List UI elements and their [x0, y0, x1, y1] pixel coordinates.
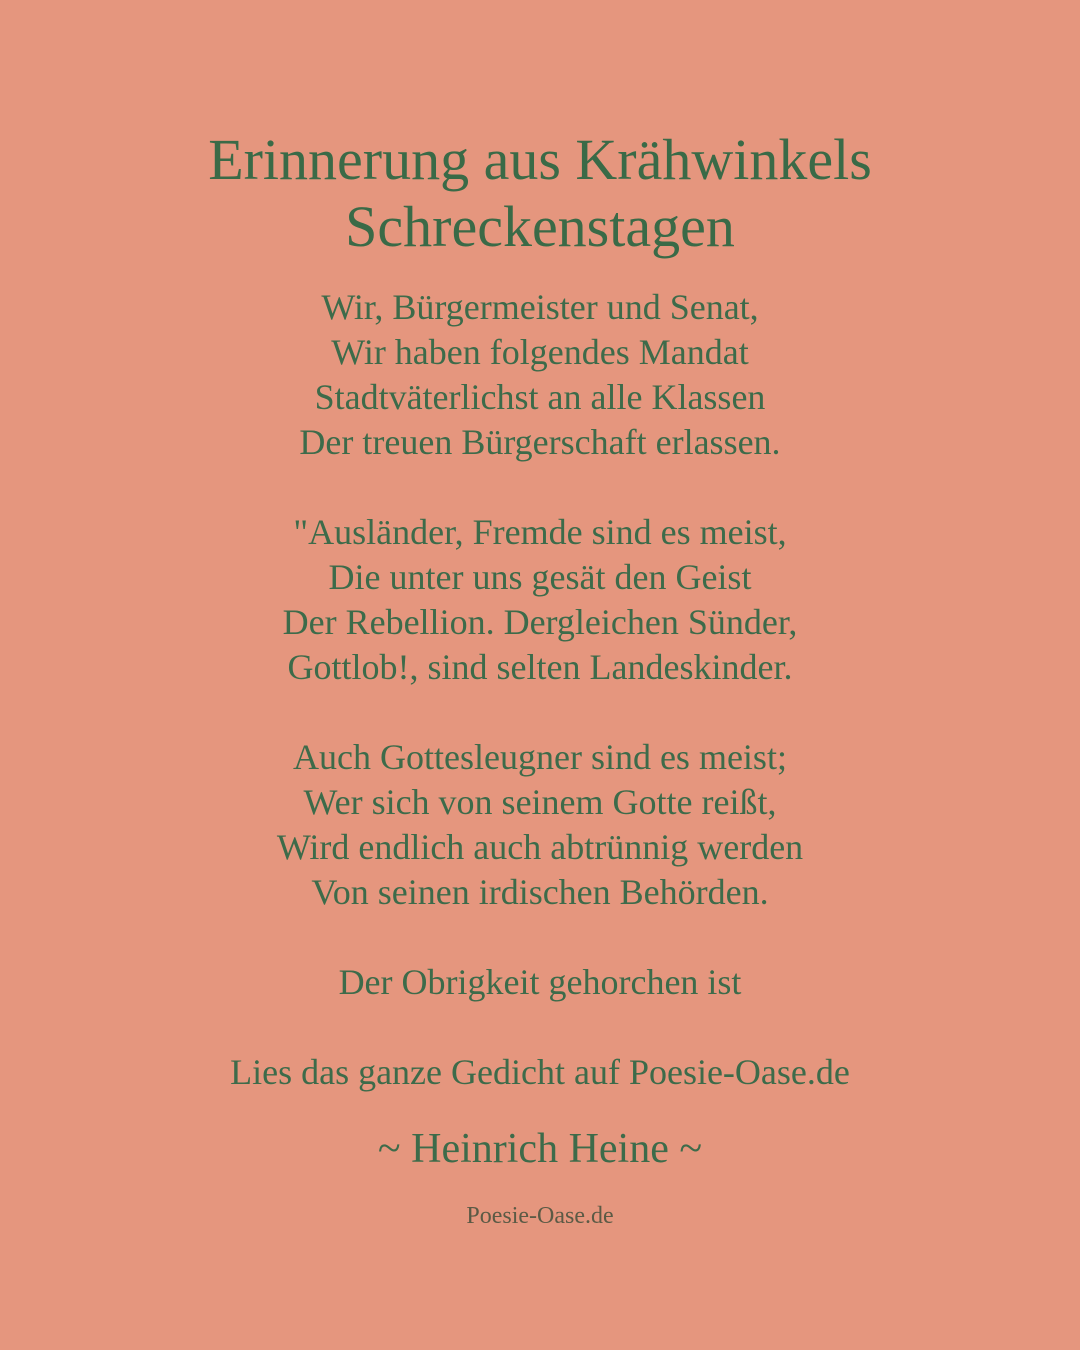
poem-line: Die unter uns gesät den Geist — [328, 557, 752, 597]
stanza-3 — [0, 735, 1080, 915]
stanza-1 — [0, 285, 1080, 465]
poem-line: Gottlob!, sind selten Landeskinder. — [287, 647, 793, 687]
poem-line: Von seinen irdischen Behörden. — [311, 872, 769, 912]
poem-title-line-1: Erinnerung aus Krähwinkels — [208, 127, 872, 192]
poem-line: Wir haben folgendes Mandat — [331, 332, 749, 372]
poem-line: "Ausländer, Fremde sind es meist, — [293, 512, 787, 552]
author-name: ~ Heinrich Heine ~ — [377, 1126, 703, 1172]
poem-line: Stadtväterlichst an alle Klassen — [314, 377, 766, 417]
poem-line: Der treuen Bürgerschaft erlassen. — [299, 422, 781, 462]
stanza-4 — [0, 960, 1080, 1005]
site-footer: Poesie-Oase.de — [466, 1203, 614, 1229]
poem-line: Wird endlich auch abtrünnig werden — [276, 827, 804, 867]
poem-line: Wir, Bürgermeister und Senat, — [321, 287, 759, 327]
poem-body — [0, 285, 1080, 1050]
poem-line: Der Rebellion. Dergleichen Sünder, — [282, 602, 798, 642]
poem-title — [0, 126, 1080, 260]
poem-line: Der Obrigkeit gehorchen ist — [338, 962, 742, 1002]
read-full-poem-text: Lies das ganze Gedicht auf Poesie-Oase.de — [230, 1052, 850, 1092]
poem-title-line-2: Schreckenstagen — [345, 194, 735, 259]
stanza-2 — [0, 510, 1080, 690]
poem-line: Auch Gottesleugner sind es meist; — [293, 737, 787, 777]
poem-line: Wer sich von seinem Gotte reißt, — [303, 782, 777, 822]
